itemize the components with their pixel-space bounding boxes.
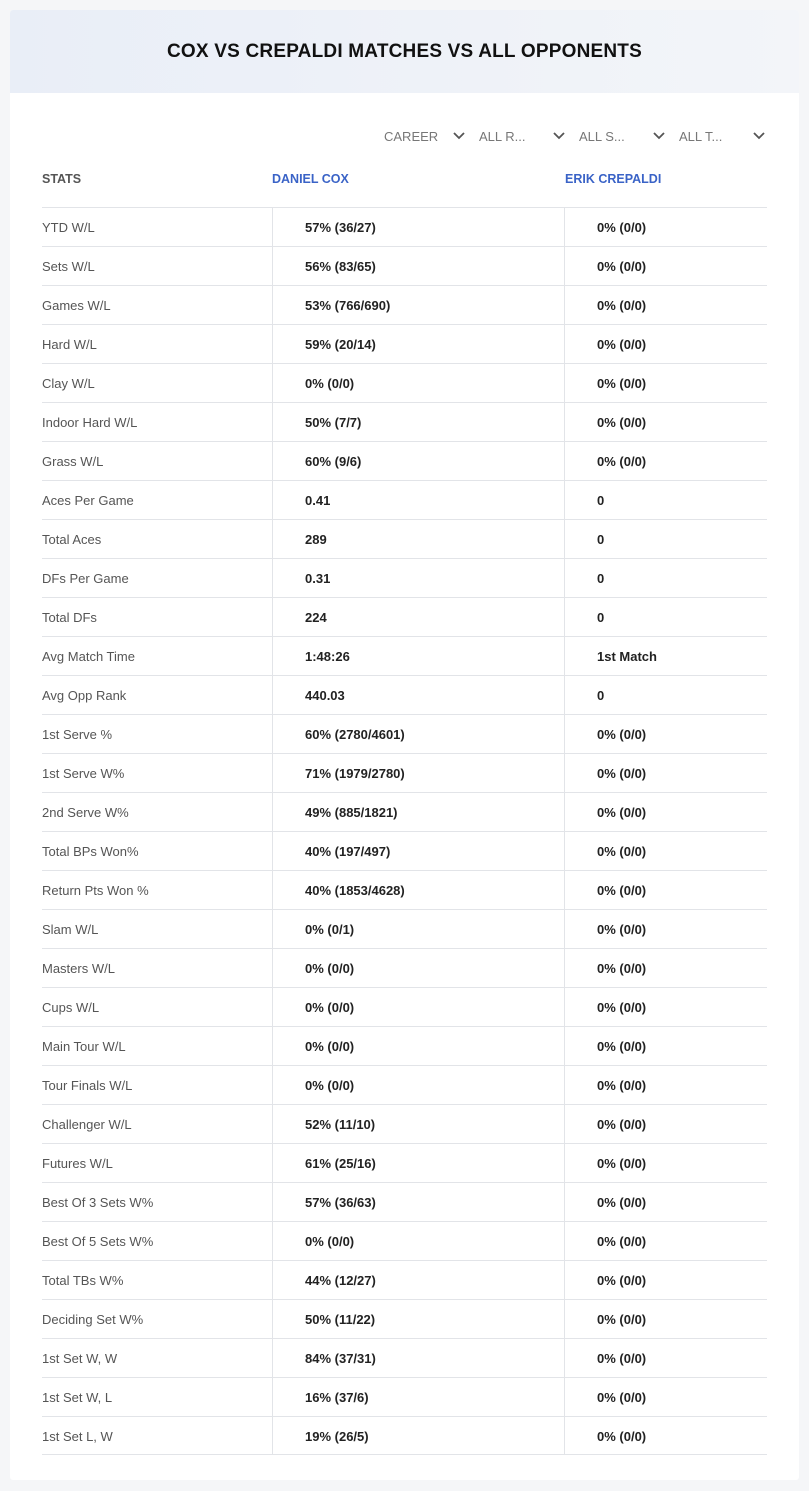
table-row xyxy=(42,948,767,987)
player2-value: 0% (0/0) xyxy=(564,1300,767,1338)
table-row xyxy=(42,753,767,792)
chevron-down-icon xyxy=(552,129,566,143)
player1-value: 16% (37/6) xyxy=(272,1378,564,1416)
player1-value: 0% (0/0) xyxy=(272,364,564,402)
stats-card xyxy=(10,10,799,1480)
player2-value: 0% (0/0) xyxy=(564,754,767,792)
table-row xyxy=(42,207,767,246)
table-row xyxy=(42,870,767,909)
stat-label: Indoor Hard W/L xyxy=(42,414,138,430)
table-row xyxy=(42,1065,767,1104)
player1-value: 0% (0/0) xyxy=(272,1027,564,1065)
player2-value: 0% (0/0) xyxy=(564,1339,767,1377)
player2-value: 0% (0/0) xyxy=(564,1417,767,1455)
stat-label: 1st Set L, W xyxy=(42,1428,113,1444)
player1-value: 40% (197/497) xyxy=(272,832,564,870)
column-header-stats: STATS xyxy=(42,172,82,186)
player1-value: 52% (11/10) xyxy=(272,1105,564,1143)
stat-label: Aces Per Game xyxy=(42,492,134,508)
player1-value: 440.03 xyxy=(272,676,564,714)
stat-label: Tour Finals W/L xyxy=(42,1077,133,1093)
player2-value: 0% (0/0) xyxy=(564,1222,767,1260)
player2-value: 0% (0/0) xyxy=(564,949,767,987)
player1-value: 71% (1979/2780) xyxy=(272,754,564,792)
stat-label: Best Of 5 Sets W% xyxy=(42,1233,154,1249)
table-row xyxy=(42,402,767,441)
card-header xyxy=(10,10,799,93)
player1-value: 59% (20/14) xyxy=(272,325,564,363)
filter-label: ALL S... xyxy=(579,128,625,144)
player2-value: 0% (0/0) xyxy=(564,1027,767,1065)
player1-value: 0.41 xyxy=(272,481,564,519)
stat-label: Total TBs W% xyxy=(42,1272,124,1288)
filter-tournament-select[interactable] xyxy=(679,125,766,147)
table-row xyxy=(42,1338,767,1377)
player1-value: 50% (7/7) xyxy=(272,403,564,441)
stat-label: 2nd Serve W% xyxy=(42,804,129,820)
table-row xyxy=(42,480,767,519)
table-row xyxy=(42,597,767,636)
player2-value: 0% (0/0) xyxy=(564,403,767,441)
player2-value: 0% (0/0) xyxy=(564,1378,767,1416)
table-row xyxy=(42,636,767,675)
stat-label: Total BPs Won% xyxy=(42,843,139,859)
column-header-player2[interactable]: ERIK CREPALDI xyxy=(565,172,662,186)
player1-value: 44% (12/27) xyxy=(272,1261,564,1299)
player1-value: 49% (885/1821) xyxy=(272,793,564,831)
player2-value: 0% (0/0) xyxy=(564,1261,767,1299)
table-row xyxy=(42,1104,767,1143)
filter-round-select[interactable] xyxy=(479,125,566,147)
player1-value: 40% (1853/4628) xyxy=(272,871,564,909)
player1-value: 50% (11/22) xyxy=(272,1300,564,1338)
player1-value: 53% (766/690) xyxy=(272,286,564,324)
table-row xyxy=(42,441,767,480)
stat-label: DFs Per Game xyxy=(42,570,129,586)
stat-label: Cups W/L xyxy=(42,999,100,1015)
player2-value: 0% (0/0) xyxy=(564,247,767,285)
player1-value: 19% (26/5) xyxy=(272,1417,564,1455)
player2-value: 0 xyxy=(564,559,767,597)
table-row xyxy=(42,1260,767,1299)
chevron-down-icon xyxy=(452,129,466,143)
player2-value: 0% (0/0) xyxy=(564,715,767,753)
player1-value: 0% (0/0) xyxy=(272,1222,564,1260)
filter-label: ALL T... xyxy=(679,128,723,144)
chevron-down-icon xyxy=(752,129,766,143)
stat-label: Challenger W/L xyxy=(42,1116,132,1132)
page-title: COX VS CREPALDI MATCHES VS ALL OPPONENTS xyxy=(167,40,642,62)
player1-value: 0% (0/1) xyxy=(272,910,564,948)
table-row xyxy=(42,987,767,1026)
table-row xyxy=(42,324,767,363)
table-row xyxy=(42,1182,767,1221)
stat-label: Main Tour W/L xyxy=(42,1038,126,1054)
player1-value: 56% (83/65) xyxy=(272,247,564,285)
filter-bar xyxy=(10,125,799,147)
stat-label: Sets W/L xyxy=(42,258,95,274)
table-row xyxy=(42,1221,767,1260)
player2-value: 0% (0/0) xyxy=(564,442,767,480)
player1-value: 84% (37/31) xyxy=(272,1339,564,1377)
player1-value: 1:48:26 xyxy=(272,637,564,675)
table-row xyxy=(42,1026,767,1065)
player2-value: 0% (0/0) xyxy=(564,1144,767,1182)
table-row xyxy=(42,519,767,558)
table-header xyxy=(42,170,767,206)
player1-value: 57% (36/27) xyxy=(272,208,564,246)
player2-value: 0% (0/0) xyxy=(564,832,767,870)
player2-value: 0 xyxy=(564,676,767,714)
stat-label: Total Aces xyxy=(42,531,102,547)
player2-value: 0 xyxy=(564,520,767,558)
table-row xyxy=(42,1143,767,1182)
column-header-player1[interactable]: DANIEL COX xyxy=(272,172,349,186)
stat-label: Games W/L xyxy=(42,297,111,313)
stat-label: YTD W/L xyxy=(42,219,95,235)
player2-value: 0% (0/0) xyxy=(564,286,767,324)
player1-value: 60% (2780/4601) xyxy=(272,715,564,753)
table-row xyxy=(42,714,767,753)
stat-label: Hard W/L xyxy=(42,336,97,352)
player2-value: 0% (0/0) xyxy=(564,1183,767,1221)
player1-value: 0.31 xyxy=(272,559,564,597)
player2-value: 0 xyxy=(564,598,767,636)
table-row xyxy=(42,1377,767,1416)
table-row xyxy=(42,1299,767,1338)
player2-value: 0% (0/0) xyxy=(564,988,767,1026)
table-row xyxy=(42,831,767,870)
table-row xyxy=(42,285,767,324)
stat-label: Deciding Set W% xyxy=(42,1311,144,1327)
stat-label: 1st Serve % xyxy=(42,726,113,742)
stat-label: Avg Opp Rank xyxy=(42,687,127,703)
stat-label: Avg Match Time xyxy=(42,648,135,664)
table-row xyxy=(42,558,767,597)
stat-label: Clay W/L xyxy=(42,375,95,391)
player2-value: 0% (0/0) xyxy=(564,208,767,246)
player2-value: 0% (0/0) xyxy=(564,325,767,363)
stat-label: Best Of 3 Sets W% xyxy=(42,1194,154,1210)
stat-label: 1st Serve W% xyxy=(42,765,125,781)
player1-value: 0% (0/0) xyxy=(272,949,564,987)
player1-value: 60% (9/6) xyxy=(272,442,564,480)
player2-value: 0% (0/0) xyxy=(564,871,767,909)
table-row xyxy=(42,675,767,714)
stat-label: Futures W/L xyxy=(42,1155,113,1171)
table-row xyxy=(42,792,767,831)
player2-value: 0% (0/0) xyxy=(564,364,767,402)
player1-value: 224 xyxy=(272,598,564,636)
stat-label: Grass W/L xyxy=(42,453,104,469)
chevron-down-icon xyxy=(652,129,666,143)
filter-label: CAREER xyxy=(384,128,439,144)
player1-value: 0% (0/0) xyxy=(272,1066,564,1104)
filter-surface-select[interactable] xyxy=(579,125,666,147)
player2-value: 0% (0/0) xyxy=(564,1066,767,1104)
player1-value: 61% (25/16) xyxy=(272,1144,564,1182)
stat-label: 1st Set W, L xyxy=(42,1389,113,1405)
player1-value: 289 xyxy=(272,520,564,558)
stats-table xyxy=(42,207,767,1455)
player2-value: 0% (0/0) xyxy=(564,793,767,831)
stat-label: Return Pts Won % xyxy=(42,882,149,898)
stat-label: Masters W/L xyxy=(42,960,115,976)
filter-period-select[interactable] xyxy=(384,125,466,147)
table-row xyxy=(42,1416,767,1455)
player1-value: 0% (0/0) xyxy=(272,988,564,1026)
table-row xyxy=(42,246,767,285)
stat-label: 1st Set W, W xyxy=(42,1350,118,1366)
player1-value: 57% (36/63) xyxy=(272,1183,564,1221)
player2-value: 0% (0/0) xyxy=(564,1105,767,1143)
player2-value: 1st Match xyxy=(564,637,767,675)
table-row xyxy=(42,909,767,948)
filter-label: ALL R... xyxy=(479,128,526,144)
stat-label: Total DFs xyxy=(42,609,97,625)
table-row xyxy=(42,363,767,402)
stat-label: Slam W/L xyxy=(42,921,99,937)
player2-value: 0% (0/0) xyxy=(564,910,767,948)
player2-value: 0 xyxy=(564,481,767,519)
